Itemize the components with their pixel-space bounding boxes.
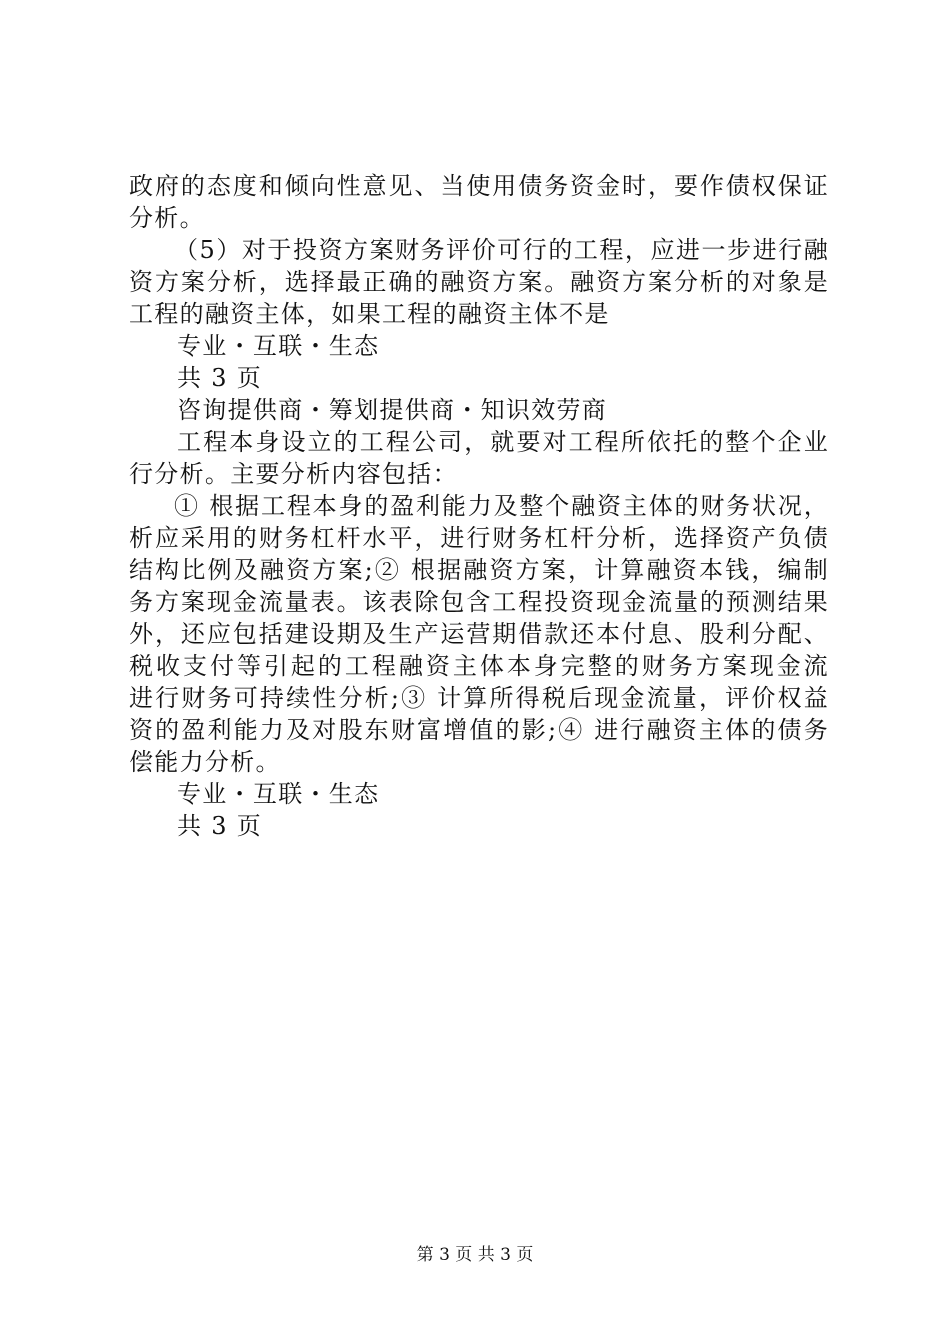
paragraph-line: 务方案现金流量表。该表除包含工程投资现金流量的预测结果 [129, 588, 829, 616]
paragraph-line: （5）对于投资方案财务评价可行的工程，应进一步进行融 [174, 236, 829, 264]
paragraph-line: 资的盈利能力及对股东财富增值的影;④ 进行融资主体的债务 [129, 716, 829, 744]
page-count-note: 共 3 页 [177, 364, 263, 392]
paragraph-line: 行分析。主要分析内容包括： [129, 460, 458, 488]
paragraph-line: 结构比例及融资方案;② 根据融资方案，计算融资本钱，编制 [129, 556, 829, 584]
page-footer [0, 1244, 950, 1266]
paragraph-line: 析应采用的财务杠杆水平，进行财务杠杆分析，选择资产负债 [129, 524, 829, 552]
paragraph-line: 工程本身设立的工程公司，就要对工程所依托的整个企业 [177, 428, 829, 456]
paragraph-line: 进行财务可持续性分析;③ 计算所得税后现金流量，评价权益 [129, 684, 829, 712]
paragraph-line: ① 根据工程本身的盈利能力及整个融资主体的财务状况， [174, 492, 829, 520]
provider-tagline: 咨询提供商・筹划提供商・知识效劳商 [177, 396, 608, 424]
paragraph-line: 偿能力分析。 [129, 748, 281, 776]
page-count-note: 共 3 页 [177, 812, 263, 840]
paragraph-line: 资方案分析，选择最正确的融资方案。融资方案分析的对象是 [129, 268, 829, 296]
document-body [129, 170, 829, 842]
paragraph-line: 外，还应包括建设期及生产运营期借款还本付息、股利分配、 [129, 620, 829, 648]
page-number-indicator: 第 3 页 共 3 页 [416, 1245, 534, 1265]
header-tagline: 专业・互联・生态 [177, 332, 380, 360]
paragraph-line: 政府的态度和倾向性意见、当使用债务资金时，要作债权保证 [129, 172, 829, 200]
header-tagline: 专业・互联・生态 [177, 780, 380, 808]
paragraph-line: 税收支付等引起的工程融资主体本身完整的财务方案现金流 [129, 652, 829, 680]
paragraph-line: 工程的融资主体，如果工程的融资主体不是 [129, 300, 610, 328]
paragraph-line: 分析。 [129, 204, 205, 232]
